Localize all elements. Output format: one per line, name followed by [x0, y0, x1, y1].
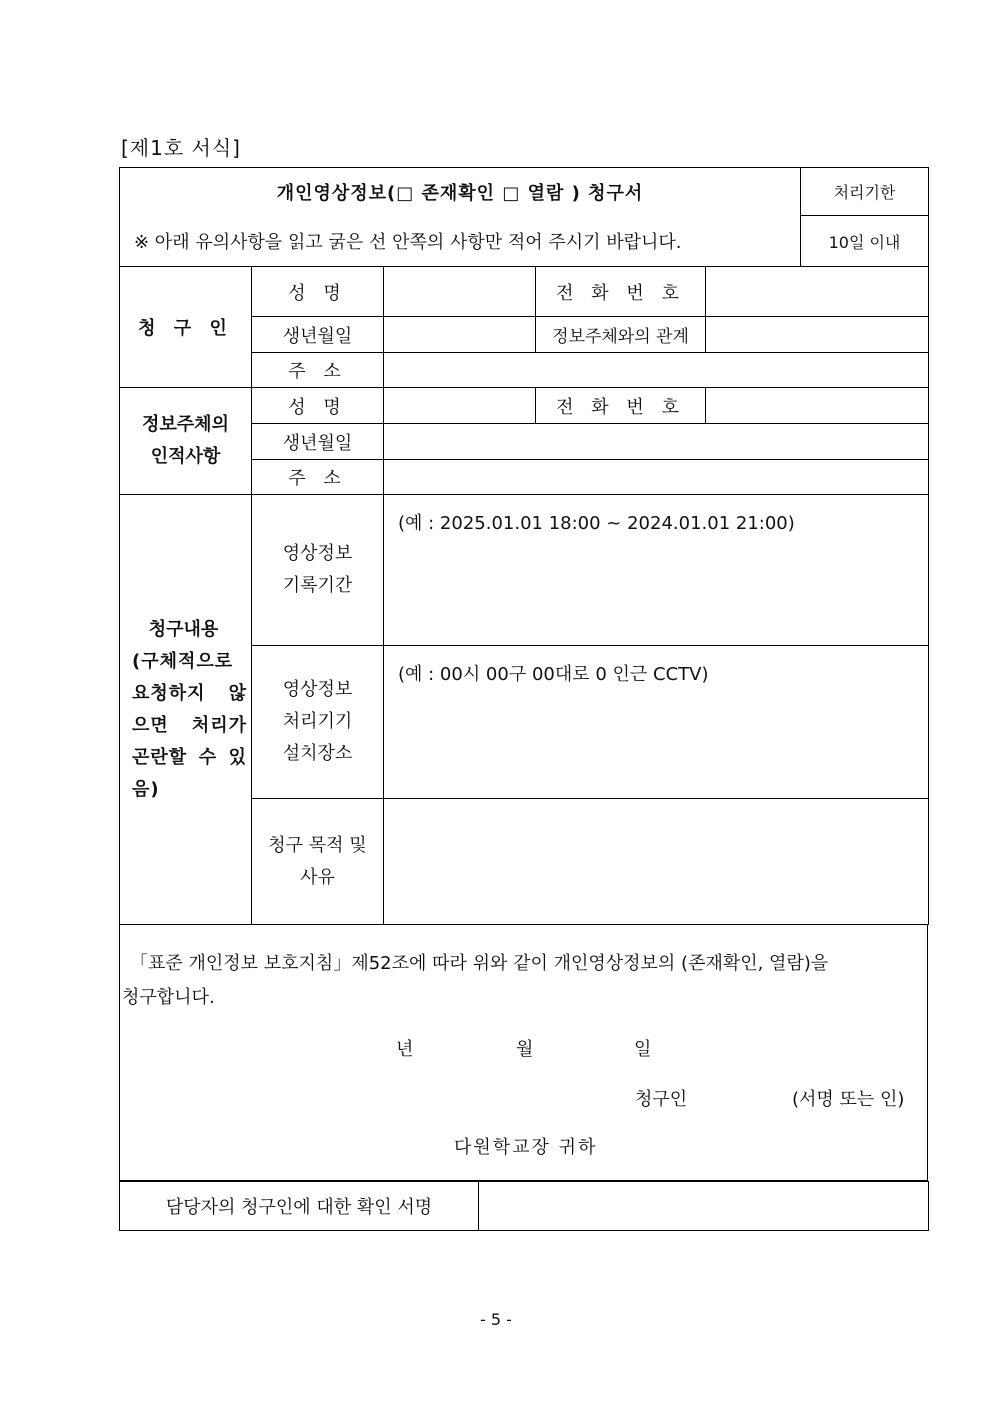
subject-address-label: 주 소: [252, 460, 384, 495]
period-label-line2: 기록기간: [282, 575, 353, 596]
requester-relation-field[interactable]: [706, 317, 929, 353]
requester-relation-label: 정보주체와의 관계: [536, 317, 706, 353]
staff-signature-table: [119, 1181, 929, 1231]
period-example: (예 : 2025.01.01 18:00 ~ 2024.01.01 21:00): [398, 513, 795, 534]
subject-birth-field[interactable]: [384, 424, 929, 460]
subject-name-label: 성 명: [252, 388, 384, 424]
purpose-field[interactable]: [384, 799, 929, 925]
location-label-line3: 설치장소: [282, 743, 353, 764]
location-label-line1: 영상정보: [282, 679, 353, 700]
requester-phone-field[interactable]: [706, 267, 929, 317]
requester-name-label: 성 명: [252, 267, 384, 317]
request-section-note: (구체적으로 요청하지 않으면 처리가 곤란할 수 있음): [132, 650, 247, 800]
request-form-table: [119, 266, 929, 925]
signature-note: (서명 또는 인): [792, 1089, 905, 1110]
form-number-label: [제1호 서식]: [121, 136, 241, 160]
addressee: 다원학교장 귀하: [454, 1137, 598, 1158]
subject-birth-label: 생년월일: [252, 424, 384, 460]
declaration-block: [119, 925, 928, 1181]
location-label-line2: 처리기기: [282, 711, 353, 732]
requester-section-text: 청 구 인: [138, 318, 233, 339]
form-title: 개인영상정보(□ 존재확인 □ 열람 ) 청구서: [120, 168, 801, 216]
requester-address-label: 주 소: [252, 353, 384, 388]
request-section-label: [120, 495, 252, 925]
subject-phone-label: 전 화 번 호: [536, 388, 706, 424]
requester-name-field[interactable]: [384, 267, 536, 317]
requester-sign-label: 청구인: [635, 1089, 688, 1110]
deadline-value: 10일 이내: [801, 216, 929, 267]
request-section-title: 청구내용: [148, 618, 219, 640]
subject-section-line1: 정보주체의: [142, 414, 229, 435]
location-label: [252, 646, 384, 799]
subject-phone-field[interactable]: [706, 388, 929, 424]
purpose-label-line1: 청구 목적 및: [268, 834, 367, 856]
instruction-note: ※ 아래 유의사항을 읽고 굵은 선 안쪽의 사항만 적어 주시기 바랍니다.: [120, 216, 801, 267]
deadline-label: 처리기한: [801, 168, 929, 216]
staff-signature-label: 담당자의 청구인에 대한 확인 서명: [120, 1182, 479, 1231]
period-label-line1: 영상정보: [282, 543, 353, 564]
subject-name-field[interactable]: [384, 388, 536, 424]
requester-address-field[interactable]: [384, 353, 929, 388]
subject-section-label: [120, 388, 252, 495]
requester-birth-label: 생년월일: [252, 317, 384, 353]
requester-section-label: [120, 267, 252, 388]
period-label: [252, 495, 384, 646]
purpose-label: [252, 799, 384, 925]
declaration-text-line2: 청구합니다.: [122, 987, 215, 1008]
requester-phone-label: 전 화 번 호: [536, 267, 706, 317]
purpose-label-line2: 사유: [300, 866, 335, 888]
declaration-text-line1: 「표준 개인정보 보호지침」제52조에 따라 위와 같이 개인영상정보의 (존재확인, 열람)을: [130, 953, 829, 974]
location-field[interactable]: [384, 646, 929, 799]
date-year-label: 년: [396, 1039, 414, 1060]
location-example: (예 : 00시 00구 00대로 0 인근 CCTV): [398, 664, 709, 685]
date-month-label: 월: [516, 1039, 534, 1060]
page-number: - 5 -: [480, 1310, 512, 1329]
period-field[interactable]: [384, 495, 929, 646]
staff-signature-field[interactable]: [479, 1182, 929, 1231]
subject-address-field[interactable]: [384, 460, 929, 495]
requester-birth-field[interactable]: [384, 317, 536, 353]
date-day-label: 일: [634, 1039, 652, 1060]
form-header: [119, 167, 929, 267]
subject-section-line2: 인적사항: [150, 446, 221, 467]
